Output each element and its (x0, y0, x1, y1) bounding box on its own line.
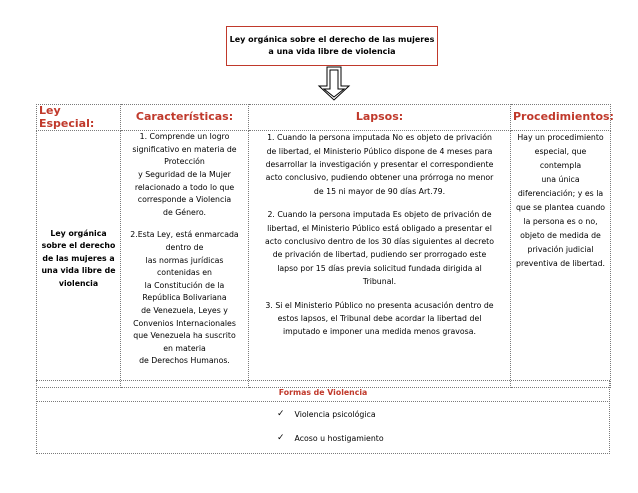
header-lapsos: Lapsos: (249, 105, 511, 131)
proc-line: objeto de medida de (520, 231, 601, 241)
down-arrow-icon (314, 66, 354, 102)
formas-title: Formas de Violencia (278, 388, 368, 397)
formas-divider (36, 401, 610, 402)
header-row (37, 105, 611, 131)
car-line: Convenios Internacionales (133, 318, 236, 328)
proc-line: privación judicial (527, 245, 594, 255)
main-table (36, 104, 614, 388)
proc-line: que se plantea cuando (515, 203, 606, 213)
ley-line: violencia (58, 279, 99, 289)
lap-line: 1. Cuando la persona imputada No es objeto de privación (267, 133, 492, 143)
lap-line: libertad, el Ministerio Público está obligado a presentar el (267, 223, 492, 233)
lap-line: 2. Cuando la persona imputada Es objeto de privación de (267, 210, 492, 220)
car-line: relacionado a todo lo que (134, 182, 235, 192)
formas-item (277, 409, 376, 419)
caracteristicas-cell (121, 131, 249, 388)
proc-line: Hay un procedimiento (517, 133, 604, 143)
car-line: la Constitución de la (144, 280, 225, 290)
car-line: las normas jurídicas (145, 255, 224, 265)
proc-line: una única (541, 175, 580, 185)
car-line: dentro de (165, 242, 204, 252)
lap-line: desarrollar la investigación y presentar el correspondiente (265, 160, 494, 169)
ley-line: Ley orgánica (50, 228, 107, 238)
car-line: contenidas en (157, 268, 212, 278)
lap-line: de privación de libertad, pudiendo ser prorrogado este (272, 250, 487, 260)
proc-line: la persona es o no, (523, 217, 598, 227)
lap-line: acto conclusivo, pudiendo obtener una prórroga no menor (265, 173, 494, 183)
car-line: Protección (164, 157, 205, 167)
formas-item-label: Acoso u hostigamiento (294, 433, 384, 443)
procedimientos-cell (511, 131, 611, 388)
car-line: 2.Esta Ley, está enmarcada (130, 230, 239, 240)
checkmark-icon: ✓ (277, 409, 285, 419)
car-line: de Derechos Humanos. (139, 356, 230, 366)
formas-item (277, 433, 384, 443)
car-line: significativo en materia de (132, 144, 237, 154)
car-line: de Género. (163, 207, 206, 217)
car-line: de Venezuela, Leyes y (141, 305, 228, 315)
car-line: y Seguridad de la Mujer (138, 169, 231, 179)
proc-line: preventiva de libertad. (516, 259, 605, 269)
lap-line: de 15 ni mayor de 90 días Art.79. (313, 186, 446, 196)
title-box (226, 26, 438, 66)
car-line: en materia (163, 343, 206, 353)
lap-line: estos lapsos, el Tribunal debe acordar la libertad del (277, 314, 482, 324)
lap-line: 3. Si el Ministerio Público no presenta acusación dentro de (265, 300, 494, 310)
title-line-2: a una vida libre de violencia (268, 47, 396, 56)
lap-line: de libertad, el Ministerio Público dispone de 4 meses para (266, 146, 493, 156)
car-line: corresponde a Violencia (137, 195, 232, 205)
car-line: 1. Comprende un logro (139, 132, 230, 142)
car-line: que Venezuela ha suscrito (133, 331, 236, 341)
title-line-1: Ley orgánica sobre el derecho de las mujeres (229, 35, 435, 44)
lap-line: Tribunal. (362, 277, 397, 287)
ley-especial-cell (37, 131, 121, 388)
lap-line: acto conclusivo dentro de los 30 días siguientes al decreto (265, 237, 494, 247)
proc-line: diferenciación; y es la (517, 189, 604, 199)
formas-item-label: Violencia psicológica (294, 409, 376, 419)
header-ley-especial: Ley Especial: (37, 105, 121, 131)
content-row (37, 131, 611, 388)
lap-line: imputado e imponer una medida menos gravosa. (283, 327, 476, 337)
checkmark-icon: ✓ (277, 433, 285, 443)
ley-line: sobre el derecho (41, 241, 116, 251)
proc-line: especial, que contempla (534, 147, 587, 171)
ley-line: de las mujeres a (42, 253, 115, 263)
header-caracteristicas: Características: (121, 105, 249, 131)
car-line: República Bolivariana (142, 293, 227, 303)
header-procedimientos: Procedimientos: (511, 105, 611, 131)
ley-line: una vida libre de (41, 266, 116, 276)
lapsos-cell (249, 131, 511, 388)
lap-line: lapso por 15 días previa solicitud fundada dirigida al (277, 263, 482, 273)
